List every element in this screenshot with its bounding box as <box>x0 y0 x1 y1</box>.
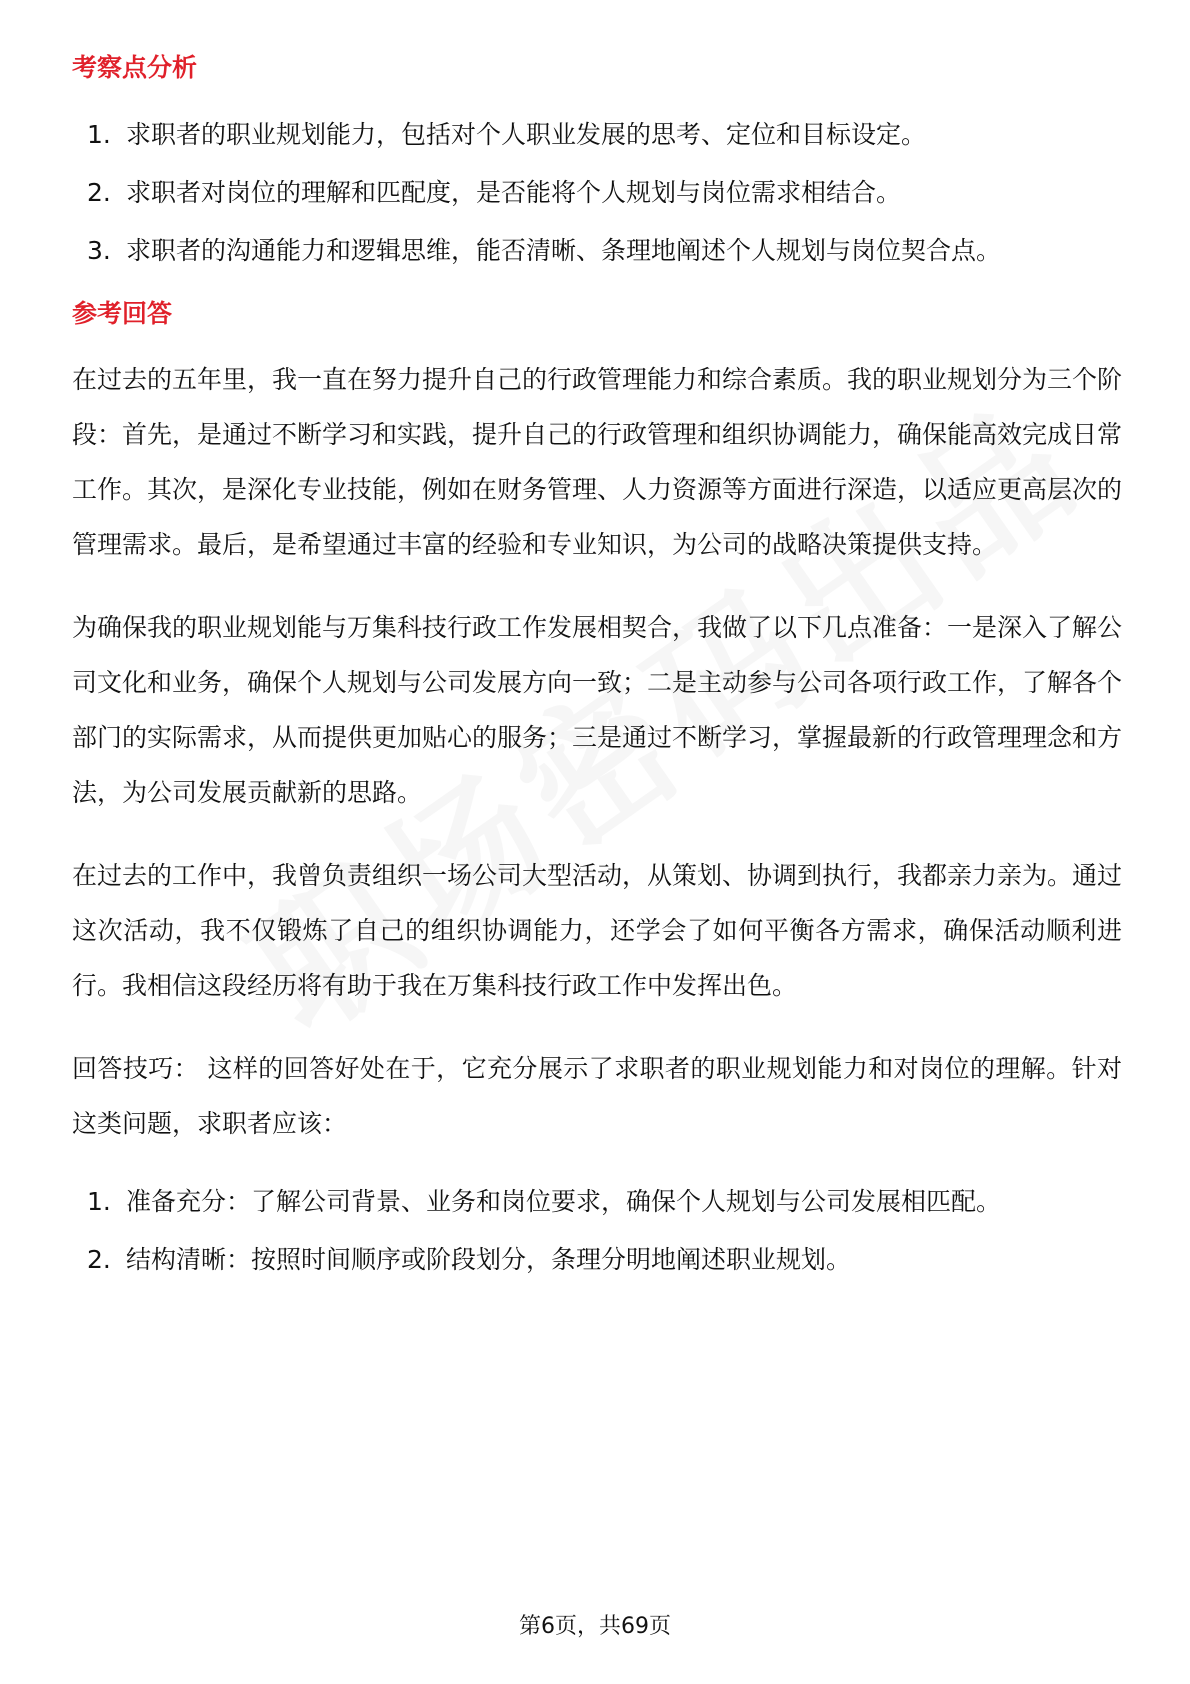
page-content <box>72 48 1122 1289</box>
section-title-reference-answer: 参考回答 <box>72 299 173 328</box>
analysis-list <box>72 106 1112 280</box>
list-item <box>72 106 1112 164</box>
answer-tips-intro: 回答技巧： 这样的回答好处在于，它充分展示了求职者的职业规划能力和对岗位的理解。针对这类问题，求职者应该： <box>72 1054 1122 1138</box>
list-item-number: 2. <box>87 1245 111 1274</box>
list-item-number: 1. <box>87 1187 111 1216</box>
answer-paragraph: 为确保我的职业规划能与万集科技行政工作发展相契合，我做了以下几点准备：一是深入了解公司文化和业务，确保个人规划与公司发展方向一致；二是主动参与公司各项行政工作，了解各个部门的实际需求，从而提供更加贴心的服务；三是通过不断学习，掌握最新的行政管理理念和方法，为公司发展贡献新的思路。 <box>72 613 1123 807</box>
list-item-text: 准备充分：了解公司背景、业务和岗位要求，确保个人规划与公司发展相匹配。 <box>126 1187 1002 1216</box>
list-item-text: 求职者对岗位的理解和匹配度，是否能将个人规划与岗位需求相结合。 <box>126 178 902 207</box>
tips-list <box>72 1173 1122 1289</box>
list-item-number: 1. <box>87 120 111 149</box>
list-item <box>72 222 1112 280</box>
list-item-text: 结构清晰：按照时间顺序或阶段划分，条理分明地阐述职业规划。 <box>126 1245 852 1274</box>
list-item-text: 求职者的沟通能力和逻辑思维，能否清晰、条理地阐述个人规划与岗位契合点。 <box>126 236 1002 265</box>
list-item <box>72 1173 1122 1231</box>
list-item <box>72 1231 1122 1289</box>
section-title-analysis: 考察点分析 <box>72 53 198 82</box>
list-item-number: 2. <box>87 178 111 207</box>
answer-paragraph: 在过去的工作中，我曾负责组织一场公司大型活动，从策划、协调到执行，我都亲力亲为。通过这次活动，我不仅锻炼了自己的组织协调能力，还学会了如何平衡各方需求，确保活动顺利进行。我相信这段经历将有助于我在万集科技行政工作中发挥出色。 <box>72 861 1123 1000</box>
list-item-number: 3. <box>87 236 111 265</box>
list-item-text: 求职者的职业规划能力，包括对个人职业发展的思考、定位和目标设定。 <box>126 120 927 149</box>
page-number-footer: 第6页，共69页 <box>519 1614 671 1639</box>
answer-paragraph: 在过去的五年里，我一直在努力提升自己的行政管理能力和综合素质。我的职业规划分为三个阶段：首先，是通过不断学习和实践，提升自己的行政管理和组织协调能力，确保能高效完成日常工作。其次，是深化专业技能，例如在财务管理、人力资源等方面进行深造，以适应更高层次的管理需求。最后，是希望通过丰富的经验和专业知识，为公司的战略决策提供支持。 <box>72 365 1123 559</box>
list-item <box>72 164 1112 222</box>
